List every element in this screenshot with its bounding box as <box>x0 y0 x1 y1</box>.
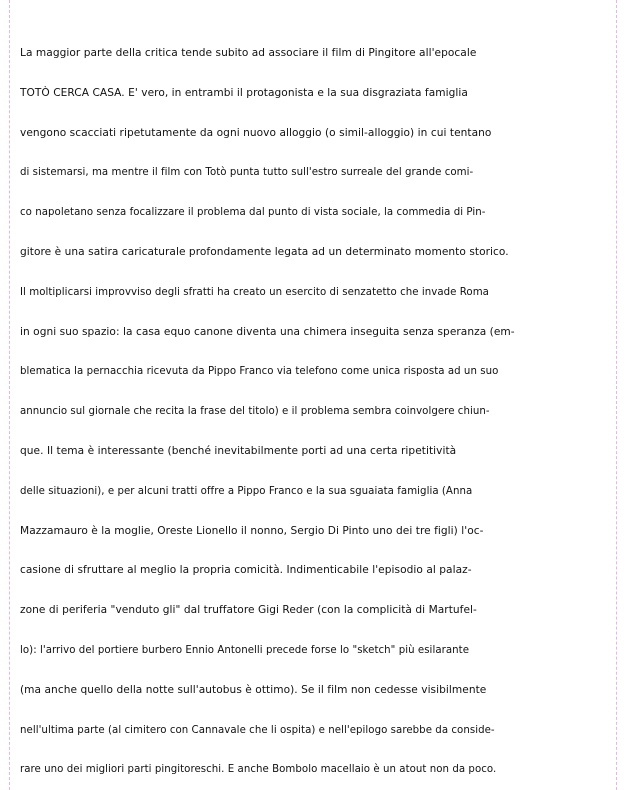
text-line: gitore è una satira caricaturale profondamente legata ad un determinato momento storico. <box>20 245 509 258</box>
text-line: Il moltiplicarsi improvviso degli sfratti ha creato un esercito di senzatetto che invade Roma <box>20 286 489 298</box>
text-line: casione di sfruttare al meglio la propria comicità. Indimenticabile l'episodio al palaz- <box>20 564 472 577</box>
text-line: (ma anche quello della notte sull'autobus è ottimo). Se il film non cedesse visibilmente <box>20 683 487 696</box>
text-line: rare uno dei migliori parti pingitoreschi. E anche Bombolo macellaio è un atout non da poco. <box>20 764 497 776</box>
text-line: vengono scacciati ripetutamente da ogni nuovo alloggio (o simil-alloggio) in cui tentano <box>20 126 492 139</box>
text-line: di sistemarsi, ma mentre il film con Totò punta tutto sull'estro surreale del grande comi- <box>20 167 474 179</box>
text-line: delle situazioni), e per alcuni tratti offre a Pippo Franco e la sua sguaiata famiglia (Anna <box>20 485 473 497</box>
text-line: La maggior parte della critica tende subito ad associare il film di Pingitore all'epocale <box>20 47 477 59</box>
text-line: co napoletano senza focalizzare il problema dal punto di vista sociale, la commedia di Pin- <box>20 207 486 219</box>
text-line: que. Il tema è interessante (benché inevitabilmente porti ad una certa ripetitività <box>20 444 457 457</box>
text-line: in ogni suo spazio: la casa equo canone diventa una chimera inseguita senza speranza (em- <box>20 325 515 338</box>
text-line: nell'ultima parte (al cimitero con Cannavale che li ospita) e nell'epilogo sarebbe da conside- <box>20 724 495 736</box>
text-line: zone di periferia "venduto gli" dal truffatore Gigi Reder (con la complicità di Martufel- <box>20 604 477 617</box>
text-line: blematica la pernacchia ricevuta da Pippo Franco via telefono come unica risposta ad un suo <box>20 366 499 378</box>
review-text <box>20 34 618 790</box>
text-line: TOTÒ CERCA CASA. E' vero, in entrambi il protagonista e la sua disgraziata famiglia <box>20 86 468 99</box>
text-line: lo): l'arrivo del portiere burbero Ennio Antonelli precede forse lo "sketch" più esilarante <box>20 644 470 656</box>
text-line: annuncio sul giornale che recita la frase del titolo) e il problema sembra coinvolgere chiun- <box>20 406 490 418</box>
left-margin-line <box>9 0 10 790</box>
text-line: Mazzamauro è la moglie, Oreste Lionello il nonno, Sergio Di Pinto uno dei tre figli) l'oc- <box>20 524 484 537</box>
